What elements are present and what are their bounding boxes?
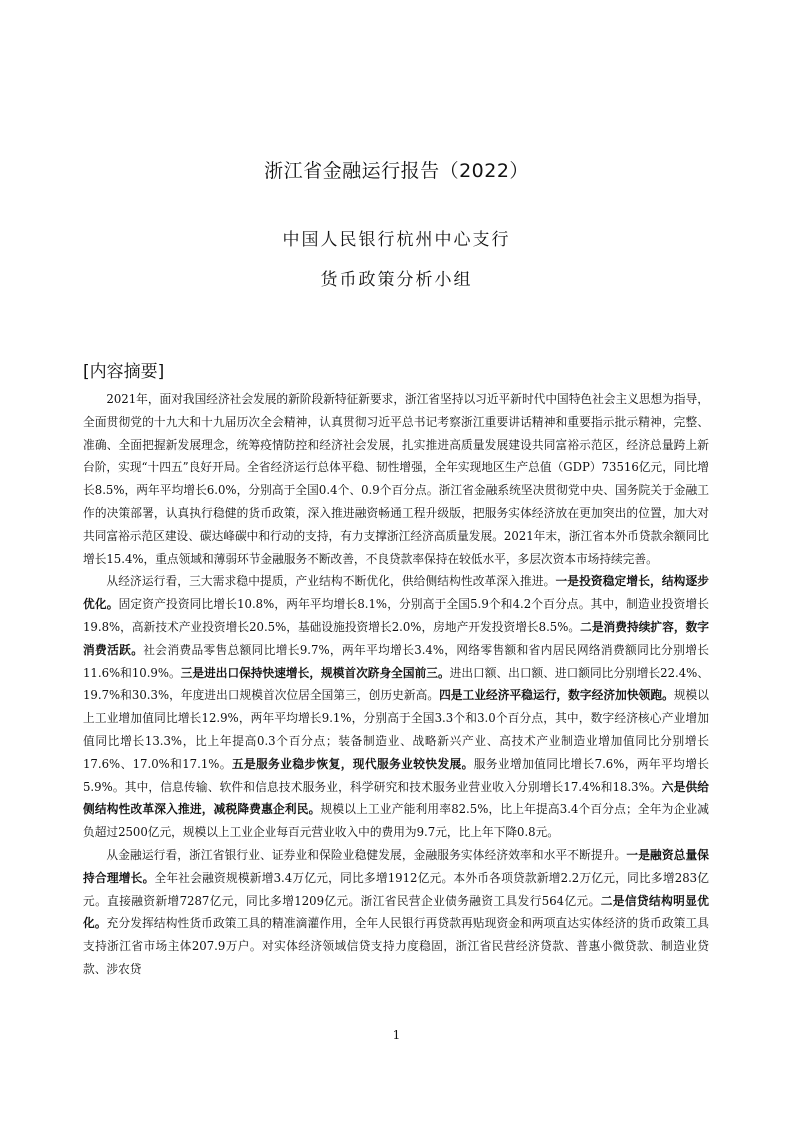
report-title: 浙江省金融运行报告（2022） xyxy=(264,160,529,182)
bold-highlight: 五是服务业稳步恢复，现代服务业较快发展。 xyxy=(231,756,474,771)
paragraph-finance xyxy=(83,844,709,981)
text-run: 充分发挥结构性货币政策工具的精准滴灌作用，全年人民银行再贷款再贴现资金和两项直达实体经济的货币政策工具支持浙江省市场主体207.9万户。对实体经济领域信贷支持力度稳固，浙江省民营经济贷款、普惠小微贷款、制造业贷款、涉农贷 xyxy=(83,916,709,976)
page-number: 1 xyxy=(392,1028,401,1042)
bold-highlight: 三是进出口保持快速增长，规模首次跻身全国前三。 xyxy=(180,665,450,680)
author-organization: 中国人民银行杭州中心支行 xyxy=(282,230,511,250)
bold-highlight: 一是投资稳定增长，结构逐步优化。 xyxy=(83,574,709,612)
paragraph-economy xyxy=(83,570,709,844)
bold-highlight: 六是供给侧结构性改革深入推进，减税降费惠企利民。 xyxy=(83,779,709,817)
author-group: 货币政策分析小组 xyxy=(320,270,473,290)
abstract-heading: [内容摘要] xyxy=(83,362,165,382)
bold-highlight: 二是消费持续扩容，数字消费活跃。 xyxy=(83,619,709,657)
bold-highlight: 二是信贷结构明显优化。 xyxy=(83,893,709,931)
bold-highlight: 四是工业经济平稳运行，数字经济加快领跑。 xyxy=(439,688,674,703)
text-run: 进出口额、出口额、进口额同比分别增长22.4%、19.7%和30.3%，年度进出口规模首次位居全国第三，创历史新高。 xyxy=(83,665,709,703)
text-run: 规模以上工业产能利用率82.5%，比上年提高3.4个百分点；全年为企业减负超过2500亿元，规模以上工业企业每百元营业收入中的费用为9.7元，比上年下降0.8元。 xyxy=(83,802,709,840)
text-run: 规模以上工业增加值同比增长12.9%，两年平均增长9.1%，分别高于全国3.3个和3.0个百分点，其中，数字经济核心产业增加值同比增长13.3%，比上年提高0.3个百分点；装备制造业、战略新兴产业、高技术产业制造业增加值同比分别增长17.6%、17.0%和17.1%。 xyxy=(83,688,709,771)
text-run: 固定资产投资同比增长10.8%，两年平均增长8.1%，分别高于全国5.9个和4.2个百分点。其中，制造业投资增长19.8%，高新技术产业投资增长20.5%，基础设施投资增长2.0%，房地产开发投资增长8.5%。 xyxy=(83,597,709,634)
bold-highlight: 一是融资总量保持合理增长。 xyxy=(83,847,709,885)
text-run: 从经济运行看，三大需求稳中提质，产业结构不断优化，供给侧结构性改革深入推进。 xyxy=(106,574,556,589)
paragraph-overview xyxy=(83,388,709,570)
text-run: 全年社会融资规模新增3.4万亿元，同比多增1912亿元。本外币各项贷款新增2.2万亿元，同比多增283亿元。直接融资新增7287亿元，同比多增1209亿元。浙江省民营企业债务融资工具发行564亿元。 xyxy=(83,870,709,908)
text-run: 2021年，面对我国经济社会发展的新阶段新特征新要求，浙江省坚持以习近平新时代中国特色社会主义思想为指导，全面贯彻党的十九大和十九届历次全会精神，认真贯彻习近平总书记考察浙江重要讲话精神和重要指示批示精神，完整、准确、全面把握新发展理念，统筹疫情防控和经济社会发展，扎实推进高质量发展建设共同富裕示范区，经济总量跨上新台阶，实现“十四五”良好开局。全省经济运行总体平稳、韧性增强，全年实现地区生产总值（GDP）73516亿元，同比增长8.5%，两年平均增长6.0%，分别高于全国0.4个、0.9个百分点。浙江省金融系统坚决贯彻党中央、国务院关于金融工作的决策部署，认真执行稳健的货币政策，深入推进融资畅通工程升级版，把服务实体经济放在更加突出的位置，加大对共同富裕示范区建设、碳达峰碳中和行动的支持，有力支撑浙江经济高质量发展。2021年末，浙江省本外币贷款余额同比增长15.4%，重点领域和薄弱环节金融服务不断改善，不良贷款率保持在较低水平，多层次资本市场持续完善。 xyxy=(83,392,709,566)
text-run: 服务业增加值同比增长7.6%，两年平均增长5.9%。其中，信息传输、软件和信息技术服务业，科学研究和技术服务业营业收入分别增长17.4%和18.3%。 xyxy=(83,756,709,794)
abstract-body xyxy=(83,388,709,981)
text-run: 从金融运行看，浙江省银行业、证券业和保险业稳健发展，金融服务实体经济效率和水平不断提升。 xyxy=(106,847,627,862)
text-run: 社会消费品零售总额同比增长9.7%，两年平均增长3.4%，网络零售额和省内居民网络消费额同比分别增长11.6%和10.9%。 xyxy=(83,642,709,680)
